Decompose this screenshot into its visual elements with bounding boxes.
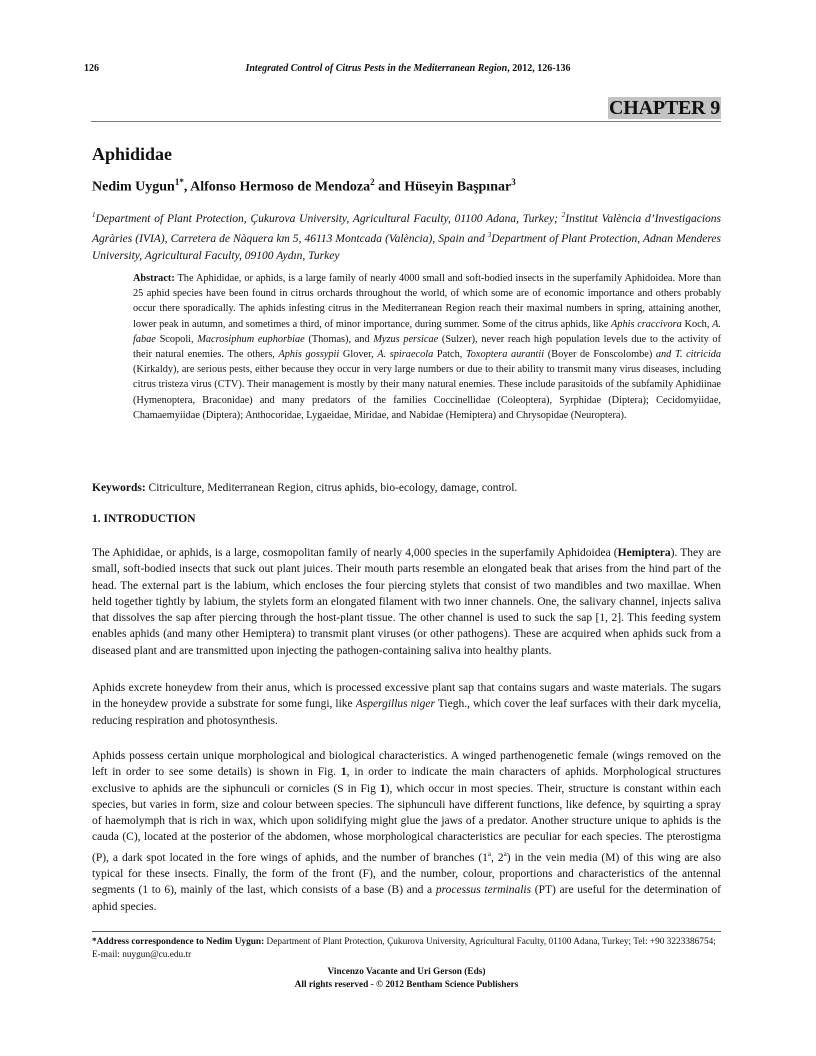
paragraph	[92, 680, 721, 729]
abstract-label: Abstract:	[133, 273, 175, 284]
text-run: The Aphididae, or aphids, is a large, cosmopolitan family of nearly 4,000 species in the superfamily Aphidoidea (	[92, 547, 618, 559]
text-run: Scopoli,	[155, 333, 198, 345]
footnote-label: *Address correspondence to Nedim Uygun:	[92, 937, 265, 947]
text-run: (PT) are useful for the determination of aphid species.	[92, 884, 721, 913]
affiliation-text: Department of Plant Protection, Çukurova University, Agricultural Faculty, 01100 Adana, Turkey;	[95, 212, 562, 225]
keywords	[92, 482, 721, 494]
journal-title: Integrated Control of Citrus Pests in the Mediterranean Region	[245, 63, 508, 74]
author-affiliation-marker: 3	[511, 177, 516, 187]
chapter-title: Aphididae	[92, 144, 173, 164]
author-separator: and	[374, 179, 405, 195]
paragraph	[92, 545, 721, 659]
journal-citation	[84, 63, 732, 74]
text-run: Tiegh., which cover the leaf surfaces with their dark mycelia, reducing respiration and photosynthesis.	[92, 698, 721, 727]
chapter-label-container	[84, 97, 721, 119]
italic-text: A. fabae	[133, 318, 721, 345]
author-list	[92, 177, 516, 196]
italic-text: Macrosiphum euphorbiae	[197, 333, 305, 345]
footnote-divider	[92, 931, 721, 932]
text-run: , in order to indicate the main characters of aphids. Morphological structures exclusive to aphids are the siphunculi or cornicles (S in Fig	[92, 766, 721, 795]
author-affiliation-marker: 1*	[174, 177, 184, 187]
italic-text: Toxoptera aurantii	[465, 349, 545, 361]
author-affiliation-marker: 2	[370, 177, 375, 187]
affiliation-text: Institut València d’Investigacions Agràries (IVIA), Carretera de Nàquera km 5, 46113 Montcada (València), Spain and	[92, 212, 721, 246]
text-run: (Thomas), and	[304, 333, 374, 345]
rights-line: All rights reserved - © 2012 Bentham Science Publishers	[294, 980, 519, 990]
chapter-label: CHAPTER 9	[609, 97, 720, 119]
editors-line: Vincenzo Vacante and Uri Gerson (Eds)	[327, 967, 486, 977]
italic-text: Aspergillus niger	[355, 698, 435, 711]
text-run: (Sulzer), never reach high population levels due to the activity of their natural enemies. The others,	[133, 333, 722, 361]
affiliation-marker: 1	[92, 211, 96, 219]
text-run: ), which occur in most species. Their, structure is constant within each species, but varies in form, size and colour between species. The siphunculi have different functions, like defence, by squirting a spray of haemolymph that is rich in wax, which upon solidifying might glue the jaws of a predator. Another structure unique to aphids is the cauda (C), located at the posterior of the abdomen, whose morphological characteristics are peculiar for each species. The pterostigma (P), a dark spot located in the fore wings of aphids, and the number of branches (1	[92, 782, 721, 864]
text-run: ). They are small, soft-bodied insects that suck out plant juices. Their mouth parts resemble an elongated beak that arises from the hind part of the head. The external part is the labium, which encloses the four piercing stylets that consist of two mandibles and two maxillae. When held together tightly by labium, the stylets form an elongated filament with two inner channels. One, the salivary channel, injects saliva that dissolves the sap after piercing through the host-plant tissue. The other channel is used to suck the sap [1, 2]. This feeding system enables aphids (and many other Hemiptera) to transmit plant viruses (or other pathogens). These are acquired when aphids suck from a diseased plant and are transmitted upon injecting the pathogen-containing saliva into healthy plants.	[92, 547, 722, 657]
affiliation-marker: 3	[487, 231, 492, 240]
abstract-body	[133, 273, 721, 421]
author-separator: ,	[183, 179, 191, 195]
author-name: Alfonso Hermoso de Mendoza	[190, 179, 371, 195]
bold-text: 1	[379, 782, 386, 795]
chapter-rule-divider	[91, 121, 721, 122]
keywords-text: Citriculture, Mediterranean Region, citrus aphids, bio-ecology, damage, control.	[145, 482, 518, 494]
text-run: ) in the vein media (M) of this wing are also typical for these insects. Finally, the form of the front (F), and the number, colour, proportions and characteristics of the antennal segments (1 to 6), mainly of the last, which consists of a base (B) and a	[92, 851, 722, 897]
italic-text: Myzus persicae	[373, 333, 439, 345]
affiliation-marker: 2	[561, 211, 566, 219]
text-run: , 2	[491, 851, 504, 864]
paragraph	[92, 748, 721, 915]
text-run: Koch,	[681, 318, 713, 330]
italic-text: and T. citricida	[655, 349, 721, 361]
superscript: a	[503, 849, 507, 858]
bold-text: Hemiptera	[617, 547, 671, 559]
bold-text: 1	[340, 766, 347, 779]
affiliations	[92, 207, 721, 264]
correspondence-footnote	[92, 936, 721, 962]
affiliation-text: Department of Plant Protection, Adnan Menderes University, Agricultural Faculty, 09100 Aydın, Turkey	[92, 233, 721, 262]
text-run: Aphids excrete honeydew from their anus, which is processed excessive plant sap that contains sugars and waste materials. The sugars in the honeydew provide a substrate for some fungi, like	[92, 682, 721, 711]
text-run: Patch,	[433, 349, 466, 361]
author-name: Hüseyin Başpınar	[404, 179, 512, 195]
superscript: a	[487, 849, 492, 858]
section-heading-introduction: 1. INTRODUCTION	[92, 513, 196, 525]
author-name: Nedim Uygun	[92, 179, 175, 195]
footnote-text: Department of Plant Protection, Çukurova University, Agricultural Faculty, 01100 Adana, Turkey; Tel: +90 3223386754; E-mail: nuygun@cu.edu.tr	[92, 937, 716, 960]
page-number: 126	[84, 63, 99, 74]
italic-text: Aphis craccivora	[611, 318, 682, 330]
italic-text: processus terminalis	[435, 884, 532, 897]
abstract	[133, 271, 721, 423]
text-run: The Aphididae, or aphids, is a large family of nearly 4000 small and soft-bodied insects in the superfamily Aphidoidea. More than 25 aphid species have been found in citrus orchards throughout the world, of which some are of economic importance and others probably occur there sporadically. The aphids infesting citrus in the Mediterranean Region reach their maximal numbers in spring, attaining another, lower peak in autumn, and sometimes a third, of minor importance, during summer. Some of the citrus aphids, like	[133, 273, 721, 330]
italic-text: A. spiraecola	[377, 349, 434, 361]
running-header	[84, 63, 732, 77]
publisher-imprint	[92, 966, 721, 992]
text-run: (Boyer de Fonscolombe)	[544, 349, 656, 361]
text-run: Glover,	[339, 349, 378, 361]
italic-text: Aphis gossypii	[278, 349, 340, 361]
text-run: Aphids possess certain unique morphological and biological characteristics. A winged parthenogenetic female (wings removed on the left in order to see some details) is shown in Fig.	[92, 750, 721, 779]
keywords-label: Keywords:	[92, 482, 146, 494]
text-run: (Kirkaldy), are serious pests, either because they occur in very large numbers or due to their ability to transmit many virus diseases, including citrus tristeza virus (CTV). Their management is mostly by their many natural enemies. These include parasitoids of the subfamily Aphidiinae (Hymenoptera, Braconidae) and many predators of the families Coccinellidae (Coleoptera), Syrphidae (Diptera); Cecidomyiidae, Chamaemyiidae (Diptera); Anthocoridae, Lygaeidae, Miridae, and Nabidae (Hemiptera) and Chrysopidae (Neuroptera).	[133, 364, 721, 421]
journal-year-pages: , 2012, 126-136	[507, 63, 571, 74]
